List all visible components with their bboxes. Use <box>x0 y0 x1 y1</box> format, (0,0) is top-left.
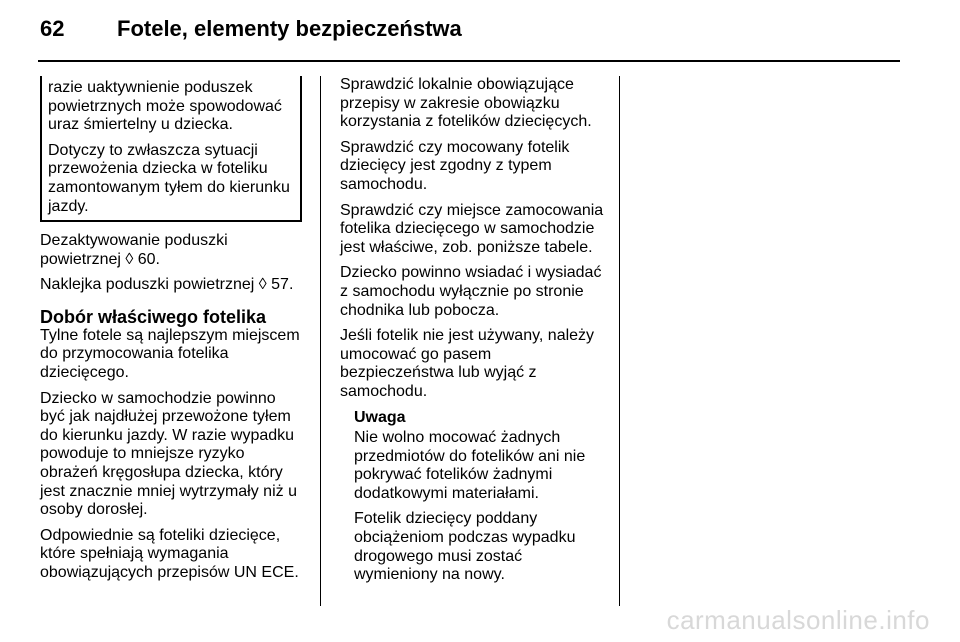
section-title: Fotele, elementy bezpieczeństwa <box>117 16 462 41</box>
watermark: carmanualsonline.info <box>666 605 930 635</box>
warning-box <box>48 79 298 223</box>
note-text-2: Fotelik dziecięcy poddany obciążeniom podczas wypadku drogowego musi zostać wymieniony na nowy. <box>354 510 576 584</box>
paragraph: Jeśli fotelik nie jest używany, należy umocować go pasem bezpieczeństwa lub wyjąć z samochodu. <box>340 327 595 400</box>
warning-text-1: razie uaktywnienie poduszek powietrznych może spowodować uraz śmiertelny u dziecka. <box>48 79 282 134</box>
left-column <box>40 232 304 590</box>
reference-airbag-label[interactable] <box>40 276 304 295</box>
reference-text: Naklejka poduszki powietrznej <box>40 276 255 294</box>
page-reference-arrow-icon: ◊ <box>125 250 134 268</box>
paragraph: Sprawdzić czy miejsce zamocowania fotelika dziecięcego w samochodzie jest właściwe, zob. poniższe tabele. <box>340 201 604 256</box>
page-reference-arrow-icon: ◊ <box>258 276 267 294</box>
paragraph: Sprawdzić czy mocowany fotelik dziecięcy jest zgodny z typem samochodu. <box>340 138 570 193</box>
note-text-1: Nie wolno mocować żadnych przedmiotów do fotelików ani nie pokrywać fotelików żadnymi dodatkowymi materiałami. <box>354 429 586 502</box>
note-box <box>340 409 608 585</box>
reference-page: 60. <box>137 250 160 268</box>
right-column <box>340 76 608 592</box>
paragraph: Dziecko powinno wsiadać i wysiadać z samochodu wyłącznie po stronie chodnika lub pobocza. <box>340 264 602 319</box>
reference-text: Dezaktywowanie poduszki powietrznej <box>40 232 228 268</box>
paragraph: Tylne fotele są najlepszym miejscem do przymocowania fotelika dziecięcego. <box>40 326 300 381</box>
header-rule <box>38 60 900 62</box>
column-divider <box>320 76 321 606</box>
paragraph: Dziecko w samochodzie powinno być jak najdłużej przewożone tyłem do kierunku jazdy. W razie wypadku powoduje to mniejsze ryzyko obrażeń kręgosłupa dziecka, który jest znacznie mniej wytrzymały niż u osoby dorosłej. <box>40 389 297 519</box>
warning-text-2: Dotyczy to zwłaszcza sytuacji przewożenia dziecka w foteliku zamontowanym tyłem do kierunku jazdy. <box>48 141 290 215</box>
reference-airbag-deactivation[interactable] <box>40 232 304 269</box>
subsection-heading: Dobór właściwego fotelika <box>40 306 267 327</box>
note-title: Uwaga <box>354 408 406 426</box>
reference-page: 57. <box>271 276 294 294</box>
paragraph: Odpowiednie są foteliki dziecięce, które spełniają wymagania obowiązujących przepisów UN ECE. <box>40 526 299 581</box>
column-divider <box>619 76 620 606</box>
page-number: 62 <box>40 16 65 41</box>
paragraph: Sprawdzić lokalnie obowiązujące przepisy w zakresie obowiązku korzystania z fotelików dziecięcych. <box>340 76 592 131</box>
